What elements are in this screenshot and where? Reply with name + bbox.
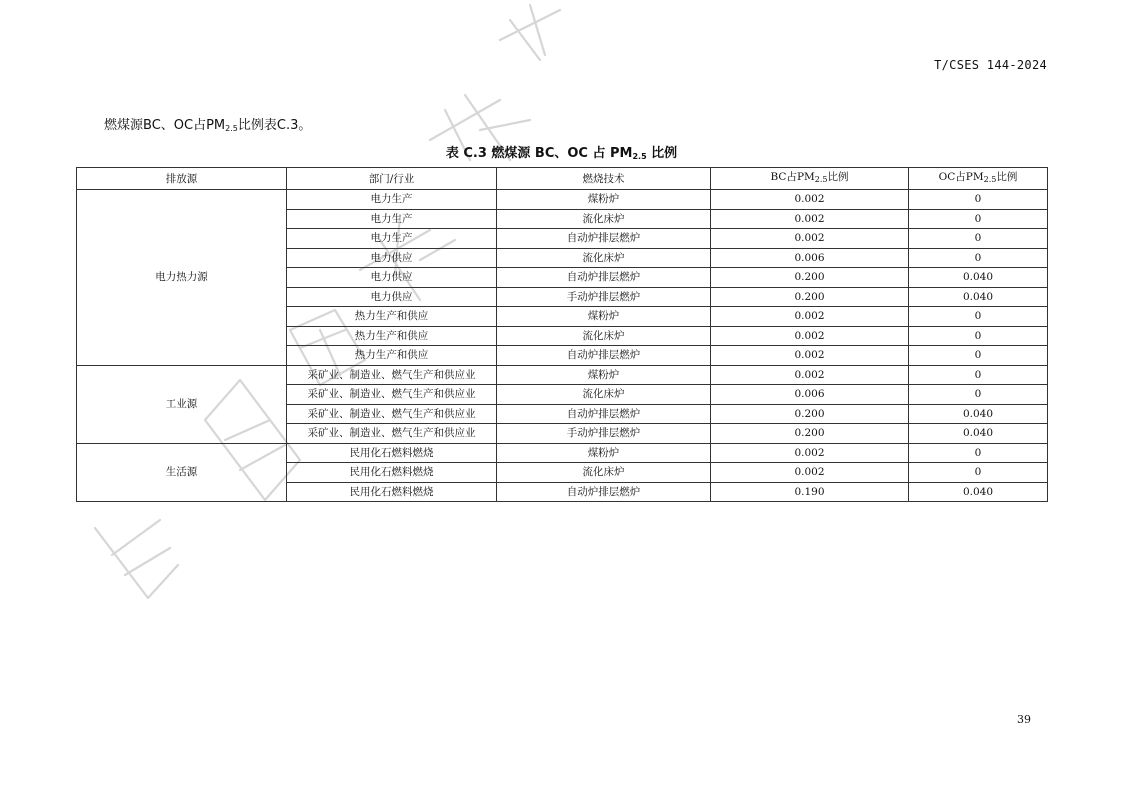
sector-cell: 电力生产 [287, 190, 497, 210]
tech-cell: 煤粉炉 [497, 307, 711, 327]
header-bc-text: BC占PM [770, 171, 815, 183]
tech-cell: 煤粉炉 [497, 365, 711, 385]
header-oc-ratio [909, 168, 1048, 190]
header-bc-suffix: 比例 [827, 171, 849, 183]
tech-cell: 手动炉排层燃炉 [497, 424, 711, 444]
header-oc-suffix: 比例 [996, 171, 1018, 183]
oc-cell: 0 [909, 190, 1048, 210]
sector-cell: 电力供应 [287, 248, 497, 268]
oc-cell: 0 [909, 385, 1048, 405]
bc-cell: 0.002 [711, 346, 909, 366]
bc-cell: 0.006 [711, 248, 909, 268]
oc-cell: 0.040 [909, 482, 1048, 502]
bc-cell: 0.200 [711, 287, 909, 307]
table-caption [0, 142, 1123, 161]
bc-cell: 0.200 [711, 424, 909, 444]
source-cell: 生活源 [77, 443, 287, 502]
tech-cell: 自动炉排层燃炉 [497, 482, 711, 502]
tech-cell: 流化床炉 [497, 209, 711, 229]
oc-cell: 0.040 [909, 404, 1048, 424]
header-oc-subscript: 2.5 [983, 175, 997, 184]
bc-cell: 0.002 [711, 209, 909, 229]
tech-cell: 流化床炉 [497, 248, 711, 268]
tech-cell: 自动炉排层燃炉 [497, 404, 711, 424]
oc-cell: 0 [909, 443, 1048, 463]
header-bc-subscript: 2.5 [814, 175, 828, 184]
page-number: 39 [1017, 713, 1031, 726]
bc-cell: 0.002 [711, 326, 909, 346]
intro-text: 燃煤源BC、OC占PM [104, 118, 226, 133]
bc-cell: 0.002 [711, 229, 909, 249]
sector-cell: 采矿业、制造业、燃气生产和供应业 [287, 365, 497, 385]
tech-cell: 煤粉炉 [497, 190, 711, 210]
header-technology: 燃烧技术 [497, 168, 711, 190]
sector-cell: 采矿业、制造业、燃气生产和供应业 [287, 385, 497, 405]
oc-cell: 0 [909, 326, 1048, 346]
header-oc-text: OC占PM [938, 171, 984, 183]
oc-cell: 0 [909, 248, 1048, 268]
bc-cell: 0.190 [711, 482, 909, 502]
sector-cell: 民用化石燃料燃烧 [287, 463, 497, 483]
tech-cell: 流化床炉 [497, 326, 711, 346]
caption-text-suffix: 比例 [646, 146, 678, 161]
sector-cell: 热力生产和供应 [287, 346, 497, 366]
sector-cell: 电力供应 [287, 268, 497, 288]
oc-cell: 0 [909, 463, 1048, 483]
tech-cell: 自动炉排层燃炉 [497, 229, 711, 249]
caption-text: 表 C.3 燃煤源 BC、OC 占 PM [445, 146, 633, 161]
table-row [77, 365, 1048, 385]
intro-text-suffix: 比例表C.3。 [237, 118, 312, 133]
table-row [77, 443, 1048, 463]
sector-cell: 热力生产和供应 [287, 307, 497, 327]
source-cell: 电力热力源 [77, 190, 287, 366]
oc-cell: 0 [909, 307, 1048, 327]
bc-cell: 0.200 [711, 268, 909, 288]
bc-cell: 0.002 [711, 190, 909, 210]
tech-cell: 手动炉排层燃炉 [497, 287, 711, 307]
sector-cell: 采矿业、制造业、燃气生产和供应业 [287, 424, 497, 444]
sector-cell: 热力生产和供应 [287, 326, 497, 346]
sector-cell: 电力生产 [287, 229, 497, 249]
source-cell: 工业源 [77, 365, 287, 443]
bc-cell: 0.002 [711, 463, 909, 483]
bc-cell: 0.002 [711, 443, 909, 463]
tech-cell: 自动炉排层燃炉 [497, 346, 711, 366]
sector-cell: 民用化石燃料燃烧 [287, 482, 497, 502]
tech-cell: 自动炉排层燃炉 [497, 268, 711, 288]
bc-oc-ratio-table [76, 167, 1048, 502]
document-code: T/CSES 144-2024 [934, 58, 1047, 72]
oc-cell: 0.040 [909, 268, 1048, 288]
bc-cell: 0.002 [711, 307, 909, 327]
header-bc-ratio [711, 168, 909, 190]
bc-cell: 0.002 [711, 365, 909, 385]
bc-cell: 0.006 [711, 385, 909, 405]
oc-cell: 0 [909, 346, 1048, 366]
sector-cell: 电力供应 [287, 287, 497, 307]
sector-cell: 采矿业、制造业、燃气生产和供应业 [287, 404, 497, 424]
oc-cell: 0.040 [909, 424, 1048, 444]
sector-cell: 民用化石燃料燃烧 [287, 443, 497, 463]
oc-cell: 0 [909, 209, 1048, 229]
header-sector: 部门/行业 [287, 168, 497, 190]
tech-cell: 流化床炉 [497, 463, 711, 483]
intro-subscript: 2.5 [225, 124, 238, 133]
intro-paragraph [104, 114, 311, 133]
oc-cell: 0 [909, 365, 1048, 385]
tech-cell: 流化床炉 [497, 385, 711, 405]
sector-cell: 电力生产 [287, 209, 497, 229]
table-header-row [77, 168, 1048, 190]
header-source: 排放源 [77, 168, 287, 190]
caption-subscript: 2.5 [632, 152, 647, 161]
oc-cell: 0.040 [909, 287, 1048, 307]
table-row [77, 190, 1048, 210]
oc-cell: 0 [909, 229, 1048, 249]
bc-cell: 0.200 [711, 404, 909, 424]
tech-cell: 煤粉炉 [497, 443, 711, 463]
